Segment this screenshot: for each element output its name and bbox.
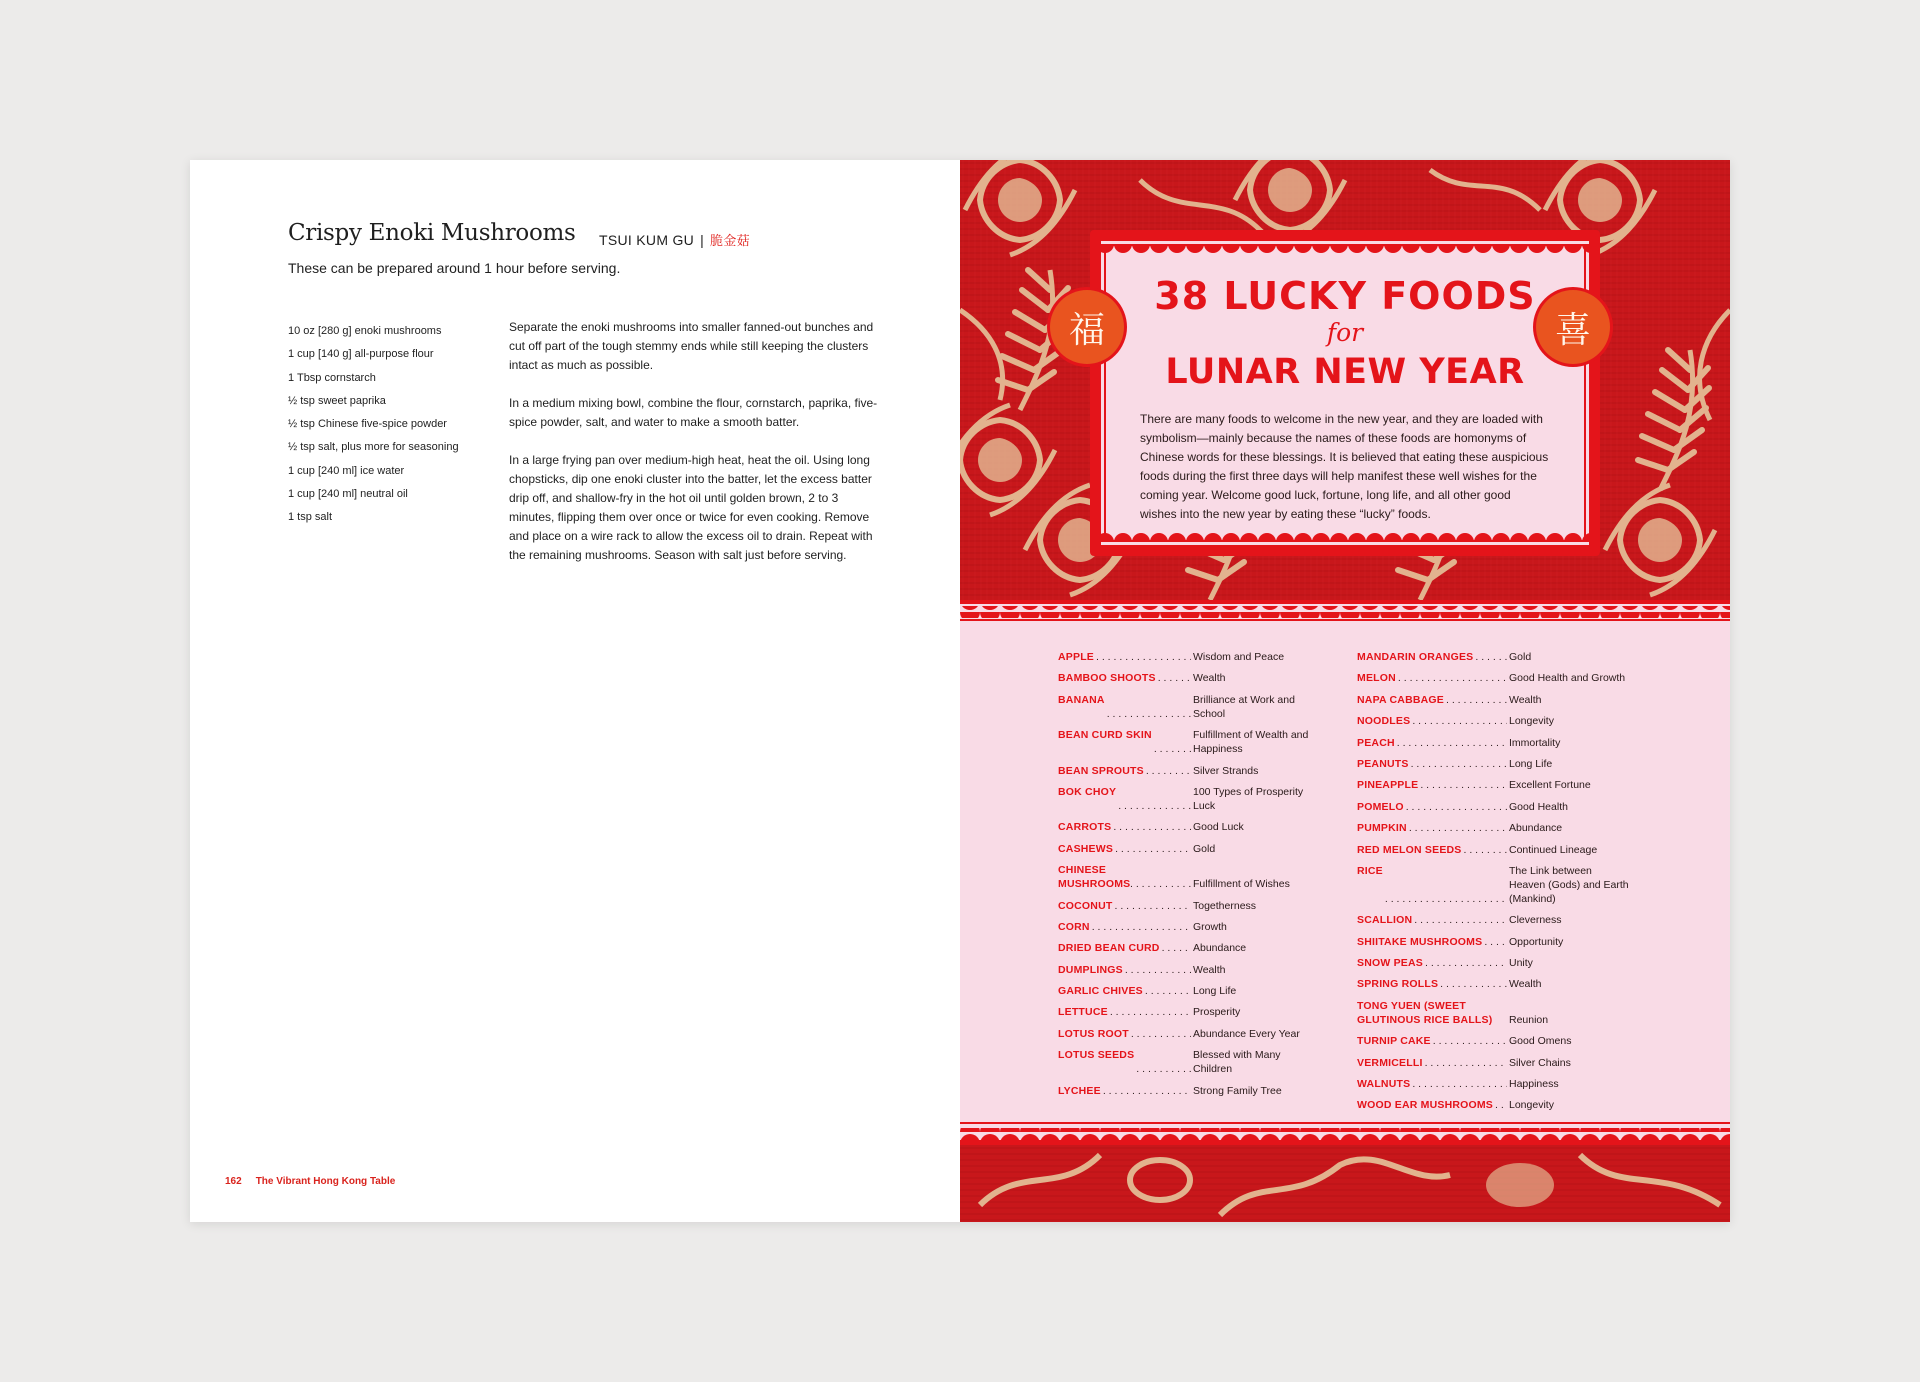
ingredient-item: ½ tsp salt, plus more for seasoning (288, 441, 459, 454)
food-entry (1058, 863, 1358, 891)
ingredient-item: 10 oz [280 g] enoki mushrooms (288, 325, 442, 337)
recipe-subtitle (599, 230, 750, 249)
subtitle-separator: | (700, 232, 705, 248)
food-entry (1058, 941, 1358, 955)
ingredient-item: 1 Tbsp cornstarch (288, 371, 376, 384)
method-step: In a medium mixing bowl, combine the flour, cornstarch, paprika, five-spice powder, salt, and water to make a smooth batter. (509, 396, 878, 429)
food-meaning: Togetherness (1193, 899, 1257, 912)
food-meaning: Long Life (1509, 757, 1553, 770)
food-name: MANDARIN ORANGES (1357, 651, 1474, 663)
panel-scallop-top (960, 600, 1730, 622)
ingredient-item: 1 cup [240 ml] ice water (288, 464, 405, 477)
brocade-pattern-top (960, 160, 1730, 600)
food-name: BOK CHOY (1058, 785, 1117, 798)
food-meaning: Reunion (1509, 1013, 1549, 1026)
food-name: PEANUTS (1357, 757, 1409, 770)
food-entry (1058, 899, 1358, 913)
food-name: GARLIC CHIVES (1058, 985, 1143, 998)
food-meaning: Wealth (1193, 963, 1226, 976)
food-entry (1357, 913, 1657, 927)
recipe-title: Crispy Enoki Mushrooms (288, 220, 576, 246)
food-name: SPRING ROLLS (1357, 978, 1439, 991)
food-name: MELON (1357, 672, 1396, 685)
food-meaning: Longevity (1509, 1099, 1554, 1112)
food-meaning: Opportunity (1509, 935, 1564, 948)
ingredients-list (288, 320, 488, 530)
food-entry (1357, 1056, 1657, 1070)
food-meaning: Good Health (1509, 800, 1568, 813)
food-name: SNOW PEAS (1357, 957, 1423, 970)
food-entry (1357, 843, 1657, 857)
brocade-pattern-bottom (960, 1145, 1730, 1222)
scallop-border-bottom (1096, 530, 1594, 542)
food-entry (1357, 999, 1657, 1027)
food-meaning: Gold (1509, 651, 1532, 663)
food-meaning: Good Omens (1509, 1035, 1572, 1048)
method-steps (509, 318, 881, 584)
food-name: RICE (1357, 864, 1383, 877)
recipe-intro: These can be prepared around 1 hour before serving. (288, 260, 621, 276)
food-entry (1357, 864, 1657, 906)
food-entry (1357, 1034, 1657, 1048)
food-entry (1058, 764, 1358, 778)
running-book-title: The Vibrant Hong Kong Table (255, 1176, 396, 1187)
food-entry (1058, 820, 1358, 834)
food-entry (1357, 736, 1657, 750)
food-entry (1357, 977, 1657, 991)
food-meaning: Wisdom and Peace (1193, 651, 1285, 663)
feature-intro: There are many foods to welcome in the new year, and they are loaded with symbolism—mainly because the names of these foods are homonyms of Chinese words for these blessings. It is believed that eating these auspicious foods during the first three days will help manifest these well wishes for the coming year. Welcome good luck, fortune, long life, and all other good wishes into the new year by eating these “lucky” foods. (1140, 412, 1549, 521)
food-entry (1357, 778, 1657, 792)
method-step: In a large frying pan over medium-high heat, heat the oil. Using long chopsticks, dip one enoki cluster into the batter, let the excess batter drip off, and shallow-fry in the hot oil until golden brown, 2 to 3 minutes, flipping them over once or twice for even cooking. Remove and place on a wire rack to allow the excess oil to drain. Repeat with the remaining mushrooms. Season with salt just before serving. (509, 453, 873, 562)
food-name: APPLE (1058, 651, 1095, 663)
food-name: TONG YUEN (SWEET GLUTINOUS RICE BALLS) (1357, 999, 1493, 1026)
food-entry (1058, 693, 1358, 721)
food-name: LOTUS ROOT (1058, 1027, 1129, 1040)
food-meaning: Fulfillment of Wealth and Happiness (1193, 729, 1309, 756)
food-name: PEACH (1357, 736, 1395, 749)
food-meaning: Excellent Fortune (1509, 779, 1591, 792)
lucky-foods-column-1 (1058, 650, 1358, 1105)
food-name: VERMICELLI (1357, 1056, 1423, 1069)
ingredient-item: 1 tsp salt (288, 511, 333, 524)
food-name: WOOD EAR MUSHROOMS (1357, 1099, 1494, 1112)
food-meaning: Good Luck (1193, 821, 1244, 834)
food-meaning: Wealth (1509, 693, 1542, 706)
food-meaning: Blessed with Many Children (1193, 1049, 1281, 1076)
food-name: CARROTS (1058, 821, 1112, 834)
food-meaning: Abundance Every Year (1193, 1027, 1300, 1040)
food-entry (1058, 984, 1358, 998)
food-meaning: Good Health and Growth (1509, 672, 1626, 685)
food-name: BANANA (1058, 693, 1105, 706)
ingredient-item: 1 cup [240 ml] neutral oil (288, 488, 408, 501)
food-name: TURNIP CAKE (1357, 1035, 1431, 1048)
food-name: WALNUTS (1357, 1078, 1411, 1091)
food-name: NOODLES (1357, 715, 1411, 728)
food-entry (1058, 963, 1358, 977)
food-name: CORN (1058, 920, 1090, 933)
food-name: PUMPKIN (1357, 822, 1407, 835)
food-meaning: Continued Lineage (1509, 843, 1598, 856)
food-name: POMELO (1357, 800, 1404, 813)
food-name: COCONUT (1058, 899, 1113, 912)
right-page (960, 160, 1730, 1222)
food-meaning: Silver Chains (1509, 1056, 1571, 1069)
ingredient-item: ½ tsp Chinese five-spice powder (288, 418, 447, 431)
food-meaning: Growth (1193, 920, 1227, 933)
recipe-subtitle-chinese: 脆金菇 (710, 234, 750, 249)
food-name: CHINESE MUSHROOMS (1058, 864, 1131, 891)
food-meaning: Silver Strands (1193, 764, 1259, 777)
food-meaning: Fulfillment of Wishes (1193, 878, 1290, 891)
food-entry (1357, 821, 1657, 835)
food-entry (1058, 1048, 1358, 1076)
food-meaning: Longevity (1509, 715, 1554, 728)
food-meaning: Prosperity (1193, 1006, 1241, 1019)
happiness-medallion-icon: 喜 (1536, 290, 1610, 364)
food-meaning: Happiness (1509, 1078, 1559, 1091)
food-meaning: Abundance (1193, 942, 1247, 955)
left-page (190, 160, 960, 1222)
food-name: CASHEWS (1058, 842, 1114, 855)
food-name: SCALLION (1357, 914, 1413, 927)
panel-scallop-bottom (960, 1120, 1730, 1148)
food-entry (1357, 1098, 1657, 1112)
food-meaning: Abundance (1509, 822, 1563, 835)
food-entry (1058, 785, 1358, 813)
book-spread (190, 160, 1730, 1222)
food-meaning: Cleverness (1509, 914, 1562, 927)
food-name: DRIED BEAN CURD (1058, 942, 1160, 955)
ingredient-item: 1 cup [140 g] all-purpose flour (288, 348, 434, 361)
page-folio (225, 1176, 395, 1187)
page-number: 162 (225, 1176, 242, 1187)
food-name: BEAN CURD SKIN (1058, 729, 1152, 742)
food-entry (1058, 650, 1358, 664)
food-name: BEAN SPROUTS (1058, 764, 1144, 777)
feature-title-line1: 38 LUCKY FOODS (1154, 274, 1536, 318)
food-entry (1357, 1077, 1657, 1091)
food-name: SHIITAKE MUSHROOMS (1357, 935, 1483, 948)
food-name: LYCHEE (1058, 1084, 1101, 1097)
food-name: DUMPLINGS (1058, 963, 1123, 976)
food-name: PINEAPPLE (1357, 779, 1419, 792)
food-meaning: Immortality (1509, 736, 1561, 749)
food-name: BAMBOO SHOOTS (1058, 672, 1156, 685)
food-entry (1357, 935, 1657, 949)
feature-title-line2: LUNAR NEW YEAR (1165, 352, 1525, 392)
food-meaning: Long Life (1193, 985, 1237, 998)
food-entry (1058, 842, 1358, 856)
food-meaning: Strong Family Tree (1193, 1084, 1282, 1097)
food-name: LOTUS SEEDS (1058, 1049, 1135, 1062)
scallop-border-top (1096, 244, 1594, 256)
food-meaning: 100 Types of Prosperity Luck (1193, 785, 1304, 812)
food-meaning: The Link between Heaven (Gods) and Earth (Mankind) (1509, 864, 1629, 905)
method-step: Separate the enoki mushrooms into smaller fanned-out bunches and cut off part of the tough stemmy ends while still keeping the clusters intact as much as possible. (509, 320, 874, 372)
food-meaning: Wealth (1509, 978, 1542, 991)
food-entry (1058, 728, 1358, 756)
food-entry (1058, 1027, 1358, 1041)
food-entry (1058, 1084, 1358, 1098)
lucky-foods-column-2 (1357, 650, 1657, 1120)
food-meaning: Unity (1509, 957, 1533, 970)
food-entry (1357, 693, 1657, 707)
food-entry (1357, 671, 1657, 685)
food-entry (1357, 800, 1657, 814)
feature-title-for: for (1326, 318, 1364, 347)
food-entry (1357, 650, 1657, 664)
food-meaning: Wealth (1193, 672, 1226, 685)
recipe-subtitle-english: TSUI KUM GU (599, 232, 695, 248)
food-entry (1357, 757, 1657, 771)
food-entry (1058, 1005, 1358, 1019)
food-name: RED MELON SEEDS (1357, 843, 1462, 856)
food-entry (1058, 920, 1358, 934)
food-meaning: Brilliance at Work and School (1193, 693, 1295, 720)
food-entry (1357, 956, 1657, 970)
food-entry (1357, 714, 1657, 728)
fortune-medallion-icon: 福 (1050, 290, 1124, 364)
ingredient-item: ½ tsp sweet paprika (288, 394, 386, 407)
brocade-background-bottom (960, 1145, 1730, 1222)
food-name: LETTUCE (1058, 1006, 1108, 1019)
food-meaning: Gold (1193, 842, 1216, 855)
food-name: NAPA CABBAGE (1357, 693, 1444, 706)
title-card (1090, 230, 1600, 556)
food-entry (1058, 671, 1358, 685)
